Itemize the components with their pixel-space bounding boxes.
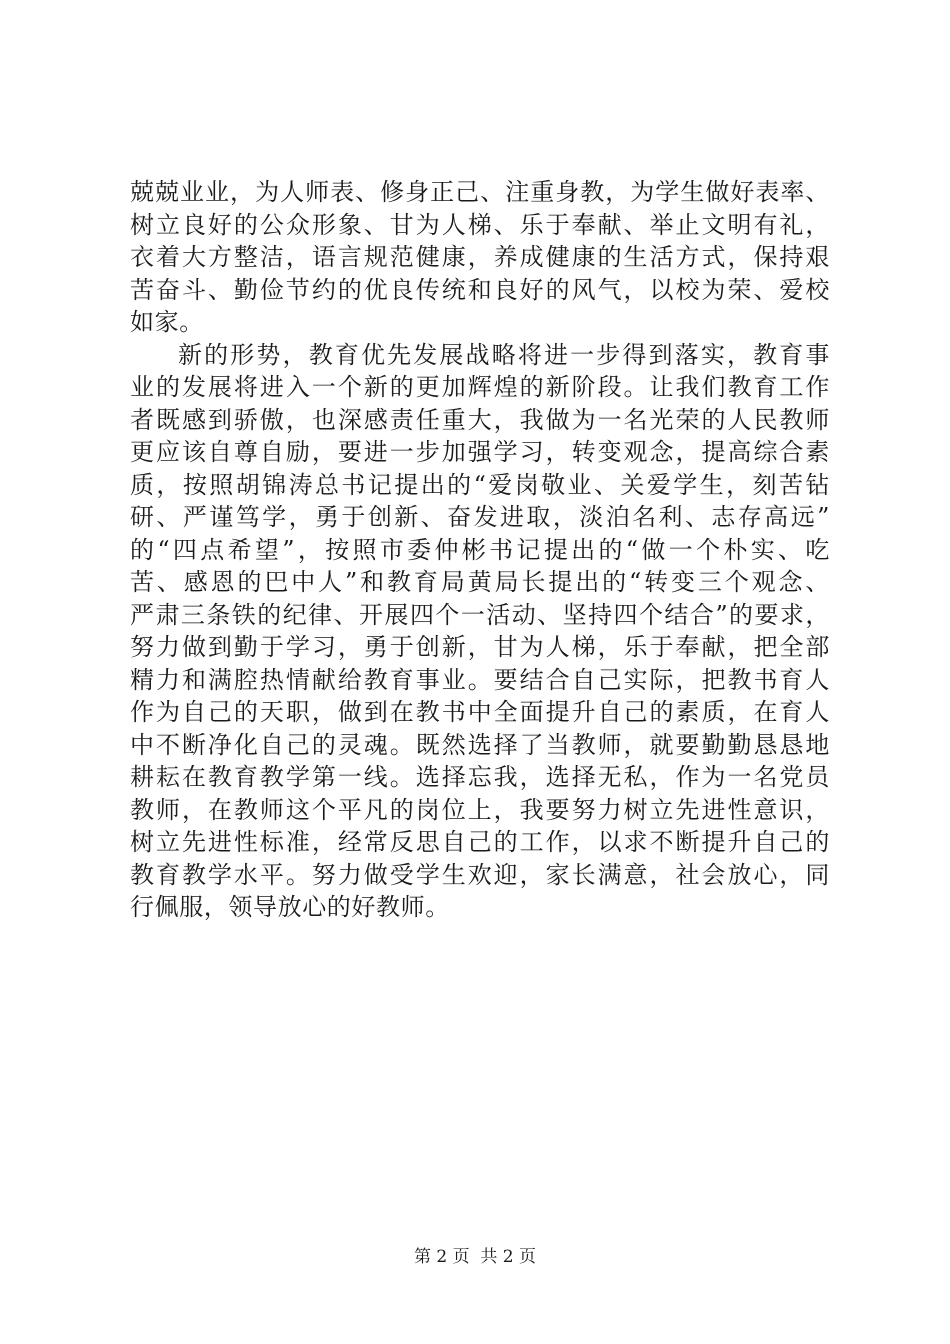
text-line: 苦、感恩的巴中人”和教育局黄局长提出的“转变三个观念、 [130,568,830,596]
text-line: 耕耘在教育教学第一线。选择忘我，选择无私，作为一名党员 [130,763,830,791]
text-line: 行佩服，领导放心的好教师。 [130,893,450,921]
text-line: 严肃三条铁的纪律、开展四个一活动、坚持四个结合”的要求， [130,600,830,629]
text-line: 苦奋斗、勤俭节约的优良传统和良好的风气，以校为荣、爱校 [130,275,830,304]
text-line: 如家。 [130,308,204,336]
page-number-footer: 第 2 页 共 2 页 [413,1247,537,1267]
text-line: 更应该自尊自励，要进一步加强学习，转变观念，提高综合素 [130,438,830,466]
text-line: 教育教学水平。努力做受学生欢迎，家长满意，社会放心，同 [130,860,830,889]
text-line: 教师，在教师这个平凡的岗位上，我要努力树立先进性意识， [130,795,830,824]
text-line: 努力做到勤于学习，勇于创新，甘为人梯，乐于奉献，把全部 [130,633,830,661]
text-line: 研、严谨笃学，勇于创新、奋发进取，淡泊名利、志存高远” [130,503,830,531]
text-line: 兢兢业业，为人师表、修身正己、注重身教，为学生做好表率、 [130,178,830,206]
text-line: 精力和满腔热情献给教育事业。要结合自己实际，把教书育人 [130,665,830,694]
text-line: 衣着大方整洁，语言规范健康，养成健康的生活方式，保持艰 [130,243,830,271]
text-line: 树立良好的公众形象、甘为人梯、乐于奉献、举止文明有礼， [130,210,830,239]
text-line: 质，按照胡锦涛总书记提出的“爱岗敬业、关爱学生，刻苦钻 [130,470,830,499]
text-line: 的“四点希望”，按照市委仲彬书记提出的“做一个朴实、吃 [130,535,830,564]
text-line: 树立先进性标准，经常反思自己的工作，以求不断提升自己的 [130,828,830,856]
document-body [130,176,830,924]
text-line: 新的形势，教育优先发展战略将进一步得到落实，教育事 [178,340,830,369]
text-line: 作为自己的天职，做到在教书中全面提升自己的素质，在育人 [130,698,830,726]
text-line: 中不断净化自己的灵魂。既然选择了当教师，就要勤勤恳恳地 [130,730,830,759]
text-line: 业的发展将进入一个新的更加辉煌的新阶段。让我们教育工作 [130,373,830,401]
text-line: 者既感到骄傲，也深感责任重大，我做为一名光荣的人民教师 [130,405,830,434]
